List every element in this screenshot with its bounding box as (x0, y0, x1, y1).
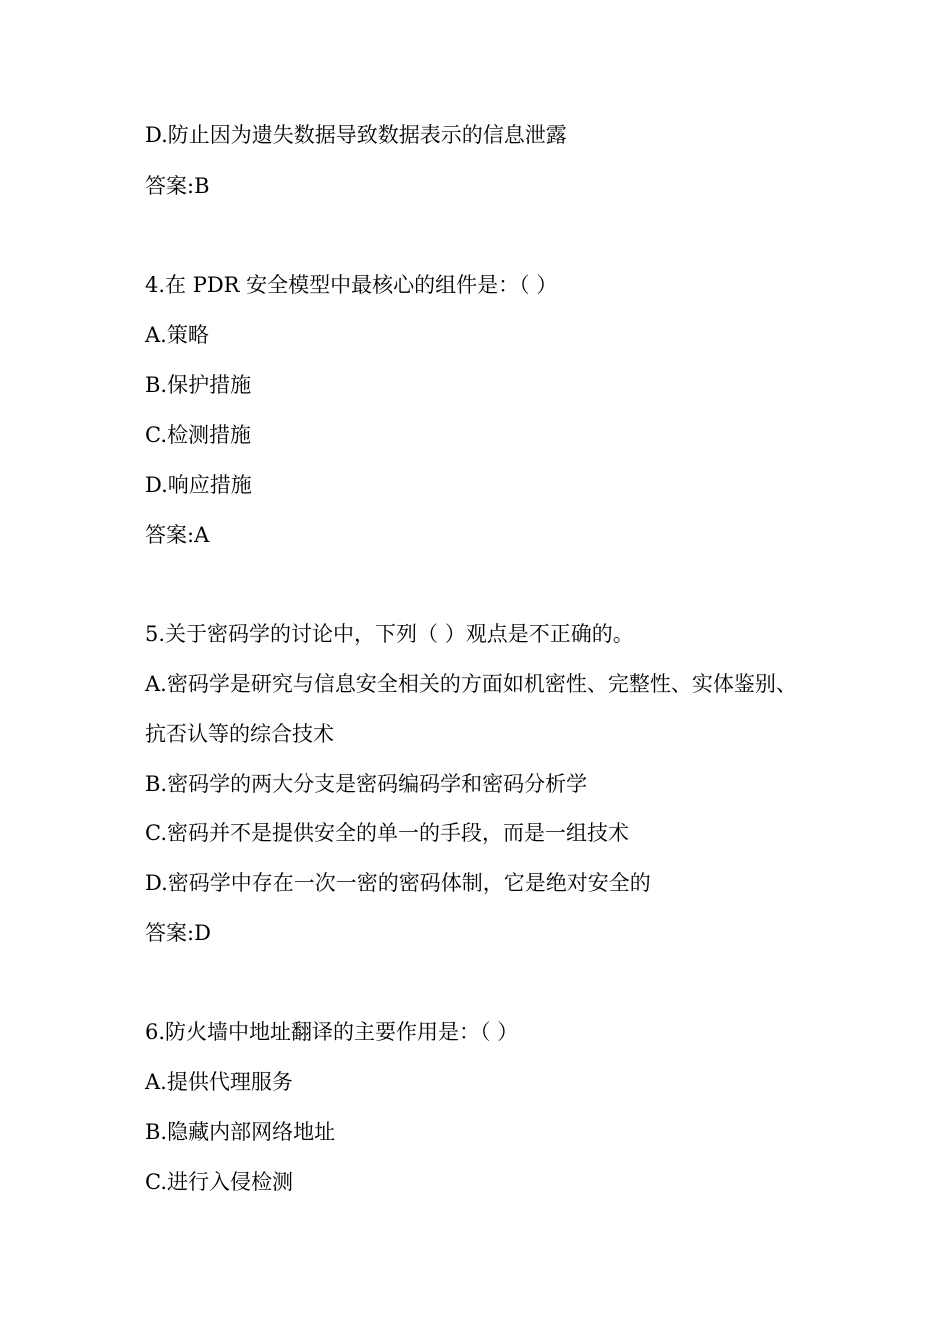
q5-option-b: B.密码学的两大分支是密码编码学和密码分析学 (145, 772, 588, 796)
q3-answer: 答案:B (145, 174, 210, 198)
q4-option-a: A.策略 (145, 323, 209, 347)
q5-option-a-line1: A.密码学是研究与信息安全相关的方面如机密性、完整性、实体鉴别、 (145, 672, 797, 696)
q5-option-d: D.密码学中存在一次一密的密码体制，它是绝对安全的 (145, 871, 651, 895)
q3-option-d: D.防止因为遗失数据导致数据表示的信息泄露 (145, 123, 567, 147)
q6-option-b: B.隐藏内部网络地址 (145, 1120, 336, 1144)
q4-option-b: B.保护措施 (145, 373, 252, 397)
q5-option-c: C.密码并不是提供安全的单一的手段，而是一组技术 (145, 821, 629, 845)
q5-question: 5.关于密码学的讨论中，下列（ ）观点是不正确的。 (145, 622, 634, 646)
q5-answer: 答案:D (145, 921, 211, 945)
q4-question: 4.在 PDR 安全模型中最核心的组件是：（ ） (145, 273, 558, 297)
q6-option-c: C.进行入侵检测 (145, 1170, 293, 1194)
q6-question: 6.防火墙中地址翻译的主要作用是：（ ） (145, 1020, 519, 1044)
q5-option-a-line2: 抗否认等的综合技术 (145, 722, 334, 746)
q4-option-c: C.检测措施 (145, 423, 251, 447)
q6-option-a: A.提供代理服务 (145, 1070, 293, 1094)
q4-answer: 答案:A (145, 523, 210, 547)
q4-option-d: D.响应措施 (145, 473, 252, 497)
